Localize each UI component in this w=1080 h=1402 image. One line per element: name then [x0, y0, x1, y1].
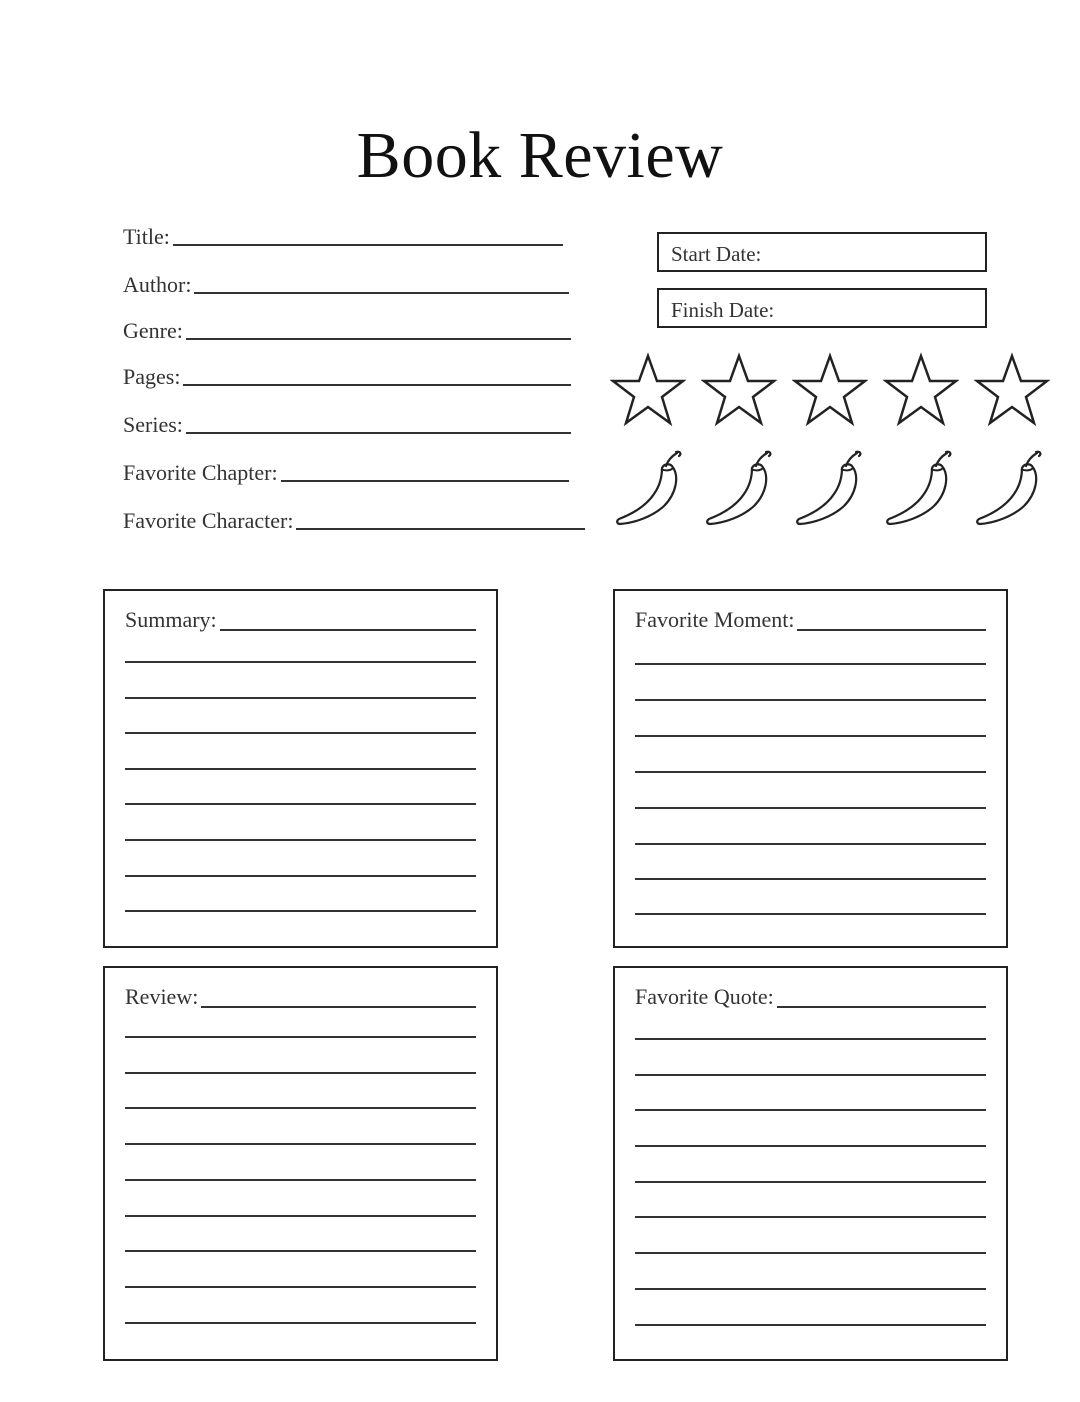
favorite-character-label: Favorite Character: [123, 508, 294, 533]
start-date-label: Start Date: [671, 242, 762, 266]
summary-box[interactable] [103, 589, 498, 948]
chili-pepper-outline-icon[interactable] [790, 446, 870, 528]
favorite-moment-rule[interactable] [635, 878, 986, 880]
pages-field[interactable] [123, 358, 571, 392]
review-rule[interactable] [125, 1215, 476, 1217]
favorite-quote-label: Favorite Quote: [635, 984, 774, 1009]
summary-header [125, 605, 476, 633]
pages-label: Pages: [123, 364, 181, 389]
review-rule[interactable] [125, 1143, 476, 1145]
favorite-moment-rule[interactable] [635, 913, 986, 915]
favorite-quote-rule[interactable] [635, 1324, 986, 1326]
star-outline-icon[interactable] [883, 352, 959, 428]
review-rule[interactable] [125, 1322, 476, 1324]
series-label: Series: [123, 412, 183, 437]
favorite-moment-rule[interactable] [635, 735, 986, 737]
review-header [125, 982, 476, 1010]
favorite-moment-rule[interactable] [635, 771, 986, 773]
finish-date-label: Finish Date: [671, 298, 775, 322]
finish-date-box[interactable] [657, 288, 987, 328]
star-outline-icon[interactable] [610, 352, 686, 428]
favorite-chapter-line[interactable] [281, 480, 569, 482]
author-field[interactable] [123, 266, 569, 300]
favorite-character-field[interactable] [123, 502, 585, 536]
summary-rule[interactable] [125, 875, 476, 877]
page-title: Book Review [356, 119, 724, 192]
favorite-moment-box[interactable] [613, 589, 1008, 948]
genre-line[interactable] [186, 338, 571, 340]
favorite-moment-header [635, 605, 986, 633]
favorite-quote-rule[interactable] [635, 1145, 986, 1147]
review-rule[interactable] [125, 1072, 476, 1074]
favorite-quote-rule[interactable] [635, 1216, 986, 1218]
favorite-quote-box[interactable] [613, 966, 1008, 1361]
review-rule[interactable] [125, 1286, 476, 1288]
favorite-moment-line[interactable] [797, 629, 986, 631]
favorite-moment-rule[interactable] [635, 807, 986, 809]
series-line[interactable] [186, 432, 571, 434]
favorite-quote-rule[interactable] [635, 1252, 986, 1254]
review-rule[interactable] [125, 1250, 476, 1252]
favorite-moment-label: Favorite Moment: [635, 607, 795, 632]
spice-rating[interactable] [610, 446, 1050, 528]
star-rating[interactable] [610, 352, 1050, 428]
author-line[interactable] [194, 292, 569, 294]
title-label: Title: [123, 224, 170, 249]
genre-field[interactable] [123, 312, 571, 346]
series-field[interactable] [123, 406, 571, 440]
chili-pepper-outline-icon[interactable] [610, 446, 690, 528]
summary-rule[interactable] [125, 768, 476, 770]
review-label: Review: [125, 984, 199, 1009]
star-outline-icon[interactable] [792, 352, 868, 428]
favorite-chapter-field[interactable] [123, 454, 569, 488]
favorite-quote-line[interactable] [777, 1006, 986, 1008]
favorite-quote-rule[interactable] [635, 1109, 986, 1111]
star-outline-icon[interactable] [701, 352, 777, 428]
start-date-box[interactable] [657, 232, 987, 272]
review-box[interactable] [103, 966, 498, 1361]
summary-rule[interactable] [125, 910, 476, 912]
favorite-moment-rule[interactable] [635, 843, 986, 845]
genre-label: Genre: [123, 318, 183, 343]
review-line[interactable] [201, 1006, 476, 1008]
author-label: Author: [123, 272, 192, 297]
pages-line[interactable] [183, 384, 571, 386]
review-rule[interactable] [125, 1036, 476, 1038]
summary-rule[interactable] [125, 661, 476, 663]
title-line[interactable] [173, 244, 563, 246]
summary-rule[interactable] [125, 839, 476, 841]
favorite-moment-rule[interactable] [635, 663, 986, 665]
favorite-quote-rule[interactable] [635, 1288, 986, 1290]
summary-rule[interactable] [125, 697, 476, 699]
summary-rule[interactable] [125, 803, 476, 805]
favorite-character-line[interactable] [296, 528, 585, 530]
title-field[interactable] [123, 218, 563, 252]
summary-rule[interactable] [125, 732, 476, 734]
favorite-quote-rule[interactable] [635, 1074, 986, 1076]
summary-line[interactable] [220, 629, 476, 631]
review-rule[interactable] [125, 1107, 476, 1109]
review-rule[interactable] [125, 1179, 476, 1181]
favorite-moment-rule[interactable] [635, 699, 986, 701]
favorite-quote-header [635, 982, 986, 1010]
chili-pepper-outline-icon[interactable] [970, 446, 1050, 528]
star-outline-icon[interactable] [974, 352, 1050, 428]
favorite-quote-rule[interactable] [635, 1038, 986, 1040]
summary-label: Summary: [125, 607, 217, 632]
favorite-chapter-label: Favorite Chapter: [123, 460, 278, 485]
chili-pepper-outline-icon[interactable] [700, 446, 780, 528]
chili-pepper-outline-icon[interactable] [880, 446, 960, 528]
favorite-quote-rule[interactable] [635, 1181, 986, 1183]
